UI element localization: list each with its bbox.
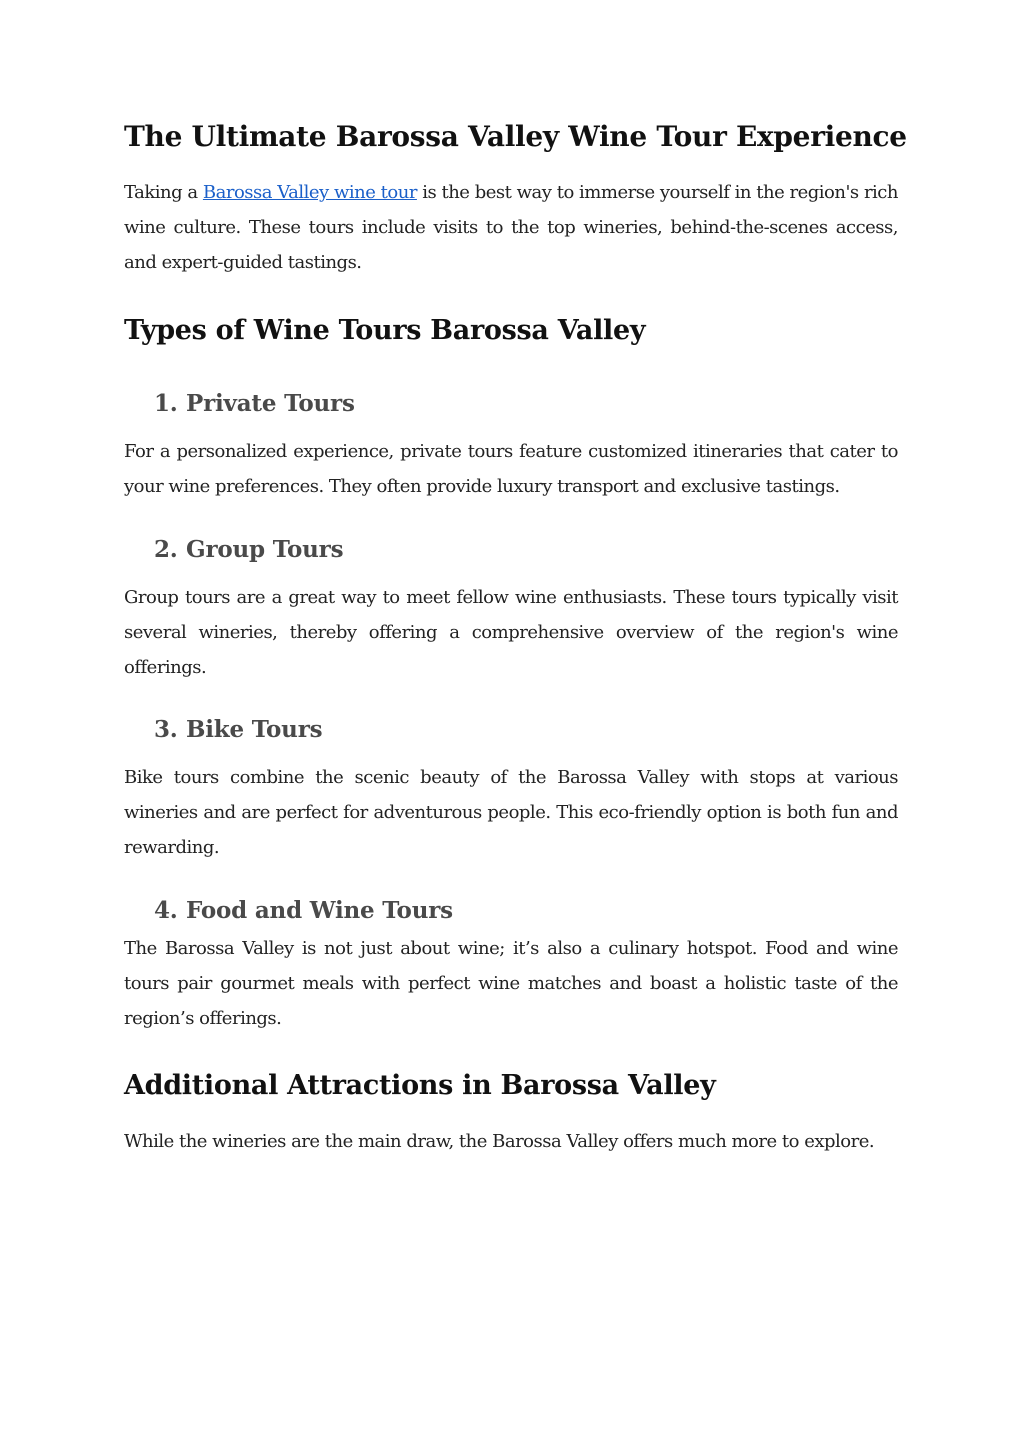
tour-heading-group [154, 536, 343, 563]
tour-description-private: For a personalized experience, private tours feature customized itineraries that cater to your wine preferences. They often provide luxury transport and exclusive tastings. [124, 441, 898, 497]
intro-paragraph [124, 175, 898, 280]
tour-description-group: Group tours are a great way to meet fellow wine enthusiasts. These tours typically visit several wineries, thereby offering a comprehensive overview of the region's wine offerings. [124, 587, 898, 678]
types-heading: Types of Wine Tours Barossa Valley [124, 315, 646, 346]
list-number: 1. [154, 390, 178, 417]
list-number: 3. [154, 716, 178, 743]
tour-description-bike: Bike tours combine the scenic beauty of the Barossa Valley with stops at various wineries and are perfect for adventurous people. This eco-friendly option is both fun and rewarding. [124, 767, 898, 858]
attractions-paragraph: While the wineries are the main draw, the Barossa Valley offers much more to explore. [124, 1131, 875, 1152]
attractions-heading: Additional Attractions in Barossa Valley [124, 1070, 716, 1101]
tour-title: Private Tours [186, 390, 355, 417]
tour-heading-bike [154, 716, 322, 743]
intro-text-after-link: is the best way to immerse yourself in the region's rich wine culture. These tours include visits to the top wineries, behind-the-scenes access, and expert-guided tastings. [124, 182, 898, 273]
tour-heading-food-wine [154, 897, 453, 924]
tour-title: Bike Tours [186, 716, 323, 743]
tour-description-food-wine: The Barossa Valley is not just about wine; it’s also a culinary hotspot. Food and wine tours pair gourmet meals with perfect wine matches and boast a holistic taste of the region’s offerings. [124, 938, 898, 1029]
tour-heading-private [154, 390, 355, 417]
tour-title: Food and Wine Tours [186, 897, 453, 924]
list-number: 2. [154, 536, 178, 563]
list-number: 4. [154, 897, 178, 924]
barossa-wine-tour-link[interactable]: Barossa Valley wine tour [202, 182, 417, 203]
tour-title: Group Tours [186, 536, 344, 563]
page-title: The Ultimate Barossa Valley Wine Tour Experience [124, 120, 907, 153]
intro-text-before-link: Taking a [124, 182, 203, 203]
